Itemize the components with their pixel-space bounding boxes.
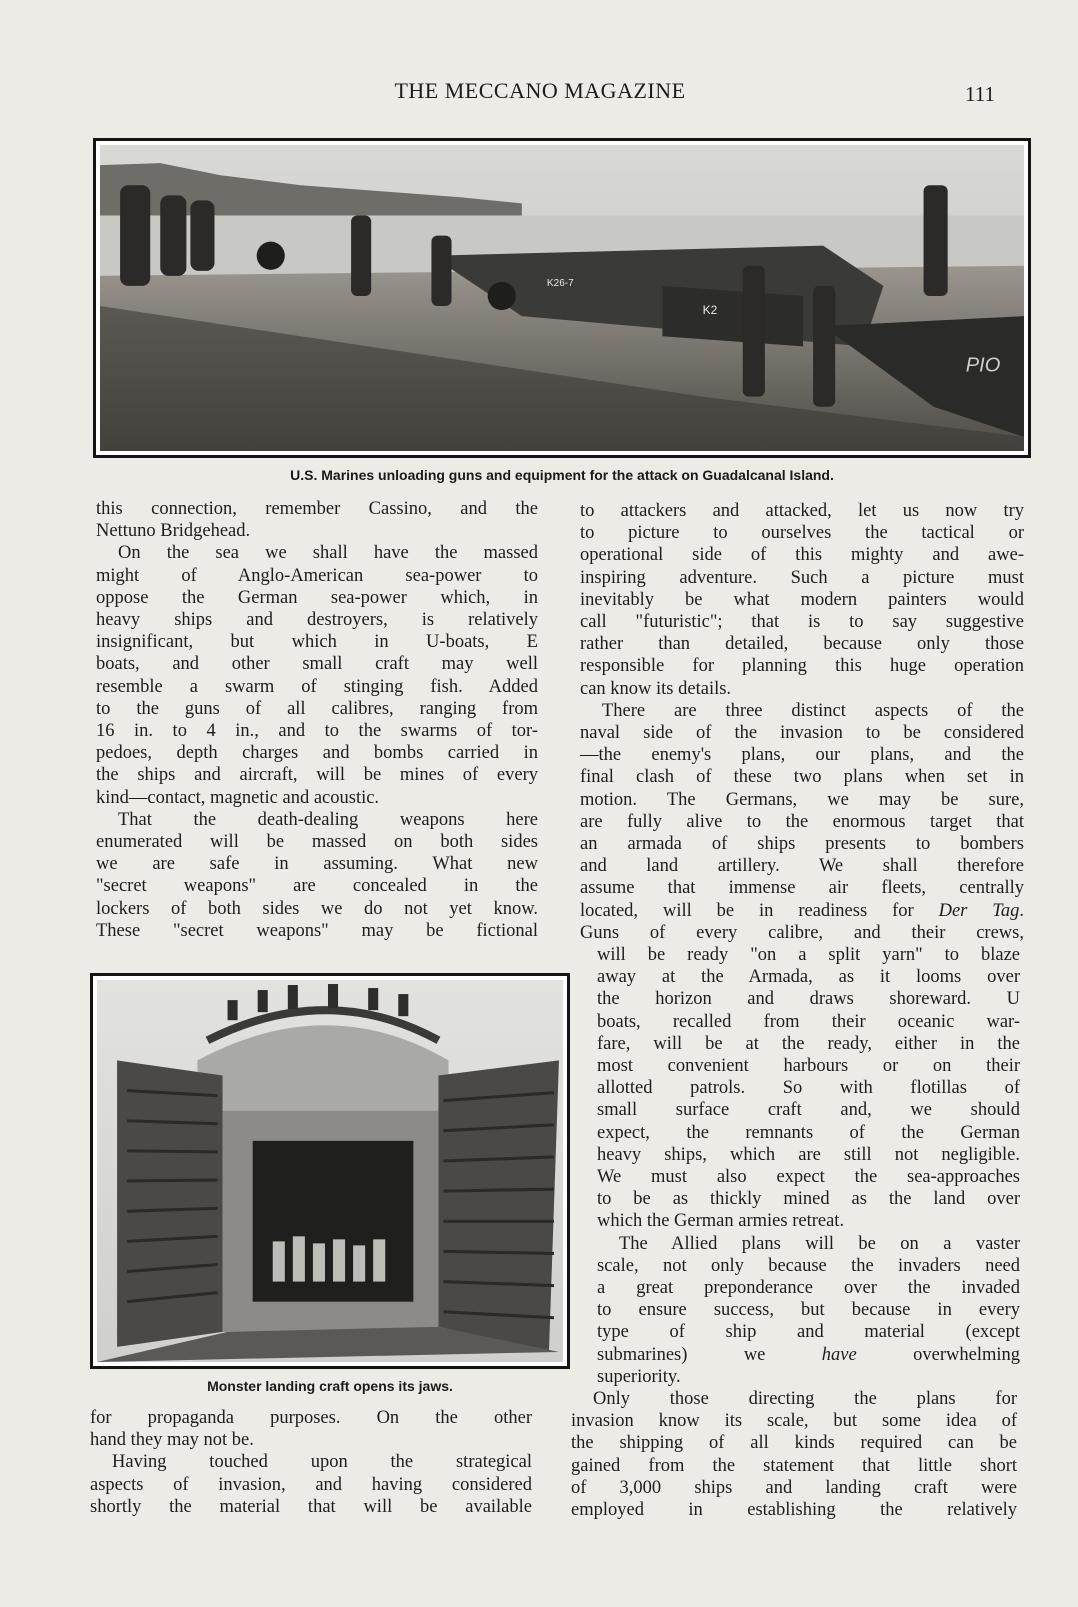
text-line: lockers of both sides we do not yet know. — [96, 898, 538, 919]
photo-landing-craft — [90, 973, 570, 1369]
photo-landing-craft-caption: Monster landing craft opens its jaws. — [207, 1378, 453, 1394]
text-line: boats, and other small craft may well — [96, 654, 538, 675]
text-line: of 3,000 ships and landing craft were — [571, 1477, 1017, 1498]
text-line: to the guns of all calibres, ranging from — [96, 698, 538, 719]
text-line: aspects of invasion, and having considered — [90, 1474, 532, 1495]
text-line: kind—contact, magnetic and acoustic. — [96, 787, 380, 808]
text-line: Having touched upon the strategical — [112, 1452, 532, 1473]
text-line: The Allied plans will be on a vaster — [619, 1233, 1020, 1254]
text-line: this connection, remember Cassino, and the — [96, 499, 538, 519]
text-line: These "secret weapons" may be fictional — [96, 920, 538, 941]
left-column-bottom — [90, 1407, 532, 1518]
text-line: Nettuno Bridgehead. — [96, 521, 251, 542]
text-line: 16 in. to 4 in., and to the swarms of tor- — [96, 721, 538, 742]
text-line: inevitably be what modern painters would — [580, 589, 1024, 610]
right-column-top — [580, 500, 1024, 944]
text-line: insignificant, but which in U-boats, E — [96, 632, 538, 653]
photo-guadalcanal-caption: U.S. Marines unloading guns and equipment for the attack on Guadalcanal Island. — [290, 467, 834, 483]
text-line: to attackers and attacked, let us now try — [580, 501, 1024, 521]
page-number: 111 — [965, 82, 995, 106]
text-line: to picture to ourselves the tactical or — [580, 523, 1024, 544]
text-line: to be as thickly mined as the land over — [597, 1189, 1020, 1210]
text-line: the horizon and draws shoreward. U — [597, 989, 1020, 1010]
text-line: —the enemy's plans, our plans, and the — [580, 745, 1024, 766]
text-line: are fully alive to the enormous target that — [580, 811, 1024, 832]
boat-marking-1: K26-7 — [546, 277, 574, 289]
text-line: for propaganda purposes. On the other — [90, 1408, 532, 1428]
text-line: can know its details. — [580, 678, 732, 699]
photo-landing-craft-image — [97, 980, 563, 1362]
text-line: submarines) we have overwhelming — [597, 1344, 1020, 1365]
text-line: rather than detailed, because only those — [580, 634, 1024, 655]
text-line: enumerated will be massed on both sides — [96, 832, 538, 853]
text-line: the shipping of all kinds required can be — [571, 1433, 1017, 1454]
text-line: most convenient harbours or on their — [597, 1056, 1020, 1077]
text-line: responsible for planning this huge operation — [580, 656, 1024, 677]
boat-marking-3: PIO — [965, 354, 1001, 377]
text-line: will be ready "on a split yarn" to blaze — [597, 945, 1020, 965]
text-line: type of ship and material (except — [597, 1322, 1020, 1343]
text-line: "secret weapons" are concealed in the — [96, 876, 538, 897]
text-line: shortly the material that will be available — [90, 1496, 532, 1517]
text-line: inspiring adventure. Such a picture must — [580, 567, 1024, 588]
text-line: superiority. — [597, 1366, 681, 1387]
text-line: heavy ships, which are still not negligible. — [597, 1144, 1020, 1165]
text-line: a great preponderance over the invaded — [597, 1278, 1020, 1299]
text-line: We must also expect the sea-approaches — [597, 1167, 1020, 1188]
text-line: might of Anglo-American sea-power to — [96, 565, 538, 586]
photo-guadalcanal — [93, 138, 1031, 458]
text-line: boats, recalled from their oceanic war- — [597, 1011, 1020, 1032]
text-line: gained from the statement that little short — [571, 1455, 1017, 1476]
right-column-bottom — [571, 1388, 1017, 1521]
text-line: There are three distinct aspects of the — [602, 700, 1024, 721]
text-line: That the death-dealing weapons here — [118, 809, 538, 830]
text-line: oppose the German sea-power which, in — [96, 587, 538, 608]
text-line: assume that immense air fleets, centrally — [580, 878, 1024, 899]
right-column-middle — [597, 944, 1020, 1388]
text-line: On the sea we shall have the massed — [118, 543, 538, 564]
boat-marking-2: K2 — [702, 303, 718, 318]
left-column-top — [96, 498, 538, 942]
text-line: motion. The Germans, we may be sure, — [580, 789, 1024, 810]
text-line: allotted patrols. So with flotillas of — [597, 1078, 1020, 1099]
text-line: heavy ships and destroyers, is relatively — [96, 610, 538, 631]
text-line: to ensure success, but because in every — [597, 1300, 1020, 1321]
text-line: the ships and aircraft, will be mines of every — [96, 765, 538, 786]
text-line: resemble a swarm of stinging fish. Added — [96, 676, 538, 697]
text-line: employed in establishing the relatively — [571, 1500, 1017, 1521]
text-line: naval side of the invasion to be considered — [580, 723, 1024, 744]
text-line: final clash of these two plans when set in — [580, 767, 1024, 788]
text-line: hand they may not be. — [90, 1430, 254, 1451]
text-line: an armada of ships presents to bombers — [580, 834, 1024, 855]
text-line: fare, will be at the ready, either in the — [597, 1033, 1020, 1054]
text-line: Only those directing the plans for — [593, 1389, 1017, 1409]
text-line: Guns of every calibre, and their crews, — [580, 922, 1024, 943]
photo-guadalcanal-image — [100, 145, 1024, 451]
text-line: which the German armies retreat. — [597, 1211, 845, 1232]
text-line: expect, the remnants of the German — [597, 1122, 1020, 1143]
text-line: away at the Armada, as it looms over — [597, 967, 1020, 988]
text-line: located, will be in readiness for Der Tag. — [580, 900, 1024, 921]
text-line: invasion know its scale, but some idea of — [571, 1411, 1017, 1432]
text-line: call "futuristic"; that is to say suggestive — [580, 612, 1024, 633]
text-line: pedoes, depth charges and bombs carried in — [96, 743, 538, 764]
text-line: we are safe in assuming. What new — [96, 854, 538, 875]
text-line: scale, not only because the invaders need — [597, 1255, 1020, 1276]
text-line: small surface craft and, we should — [597, 1100, 1020, 1121]
text-line: and land artillery. We shall therefore — [580, 856, 1024, 877]
magazine-title: THE MECCANO MAGAZINE — [394, 78, 686, 103]
text-line: operational side of this mighty and awe- — [580, 545, 1024, 566]
